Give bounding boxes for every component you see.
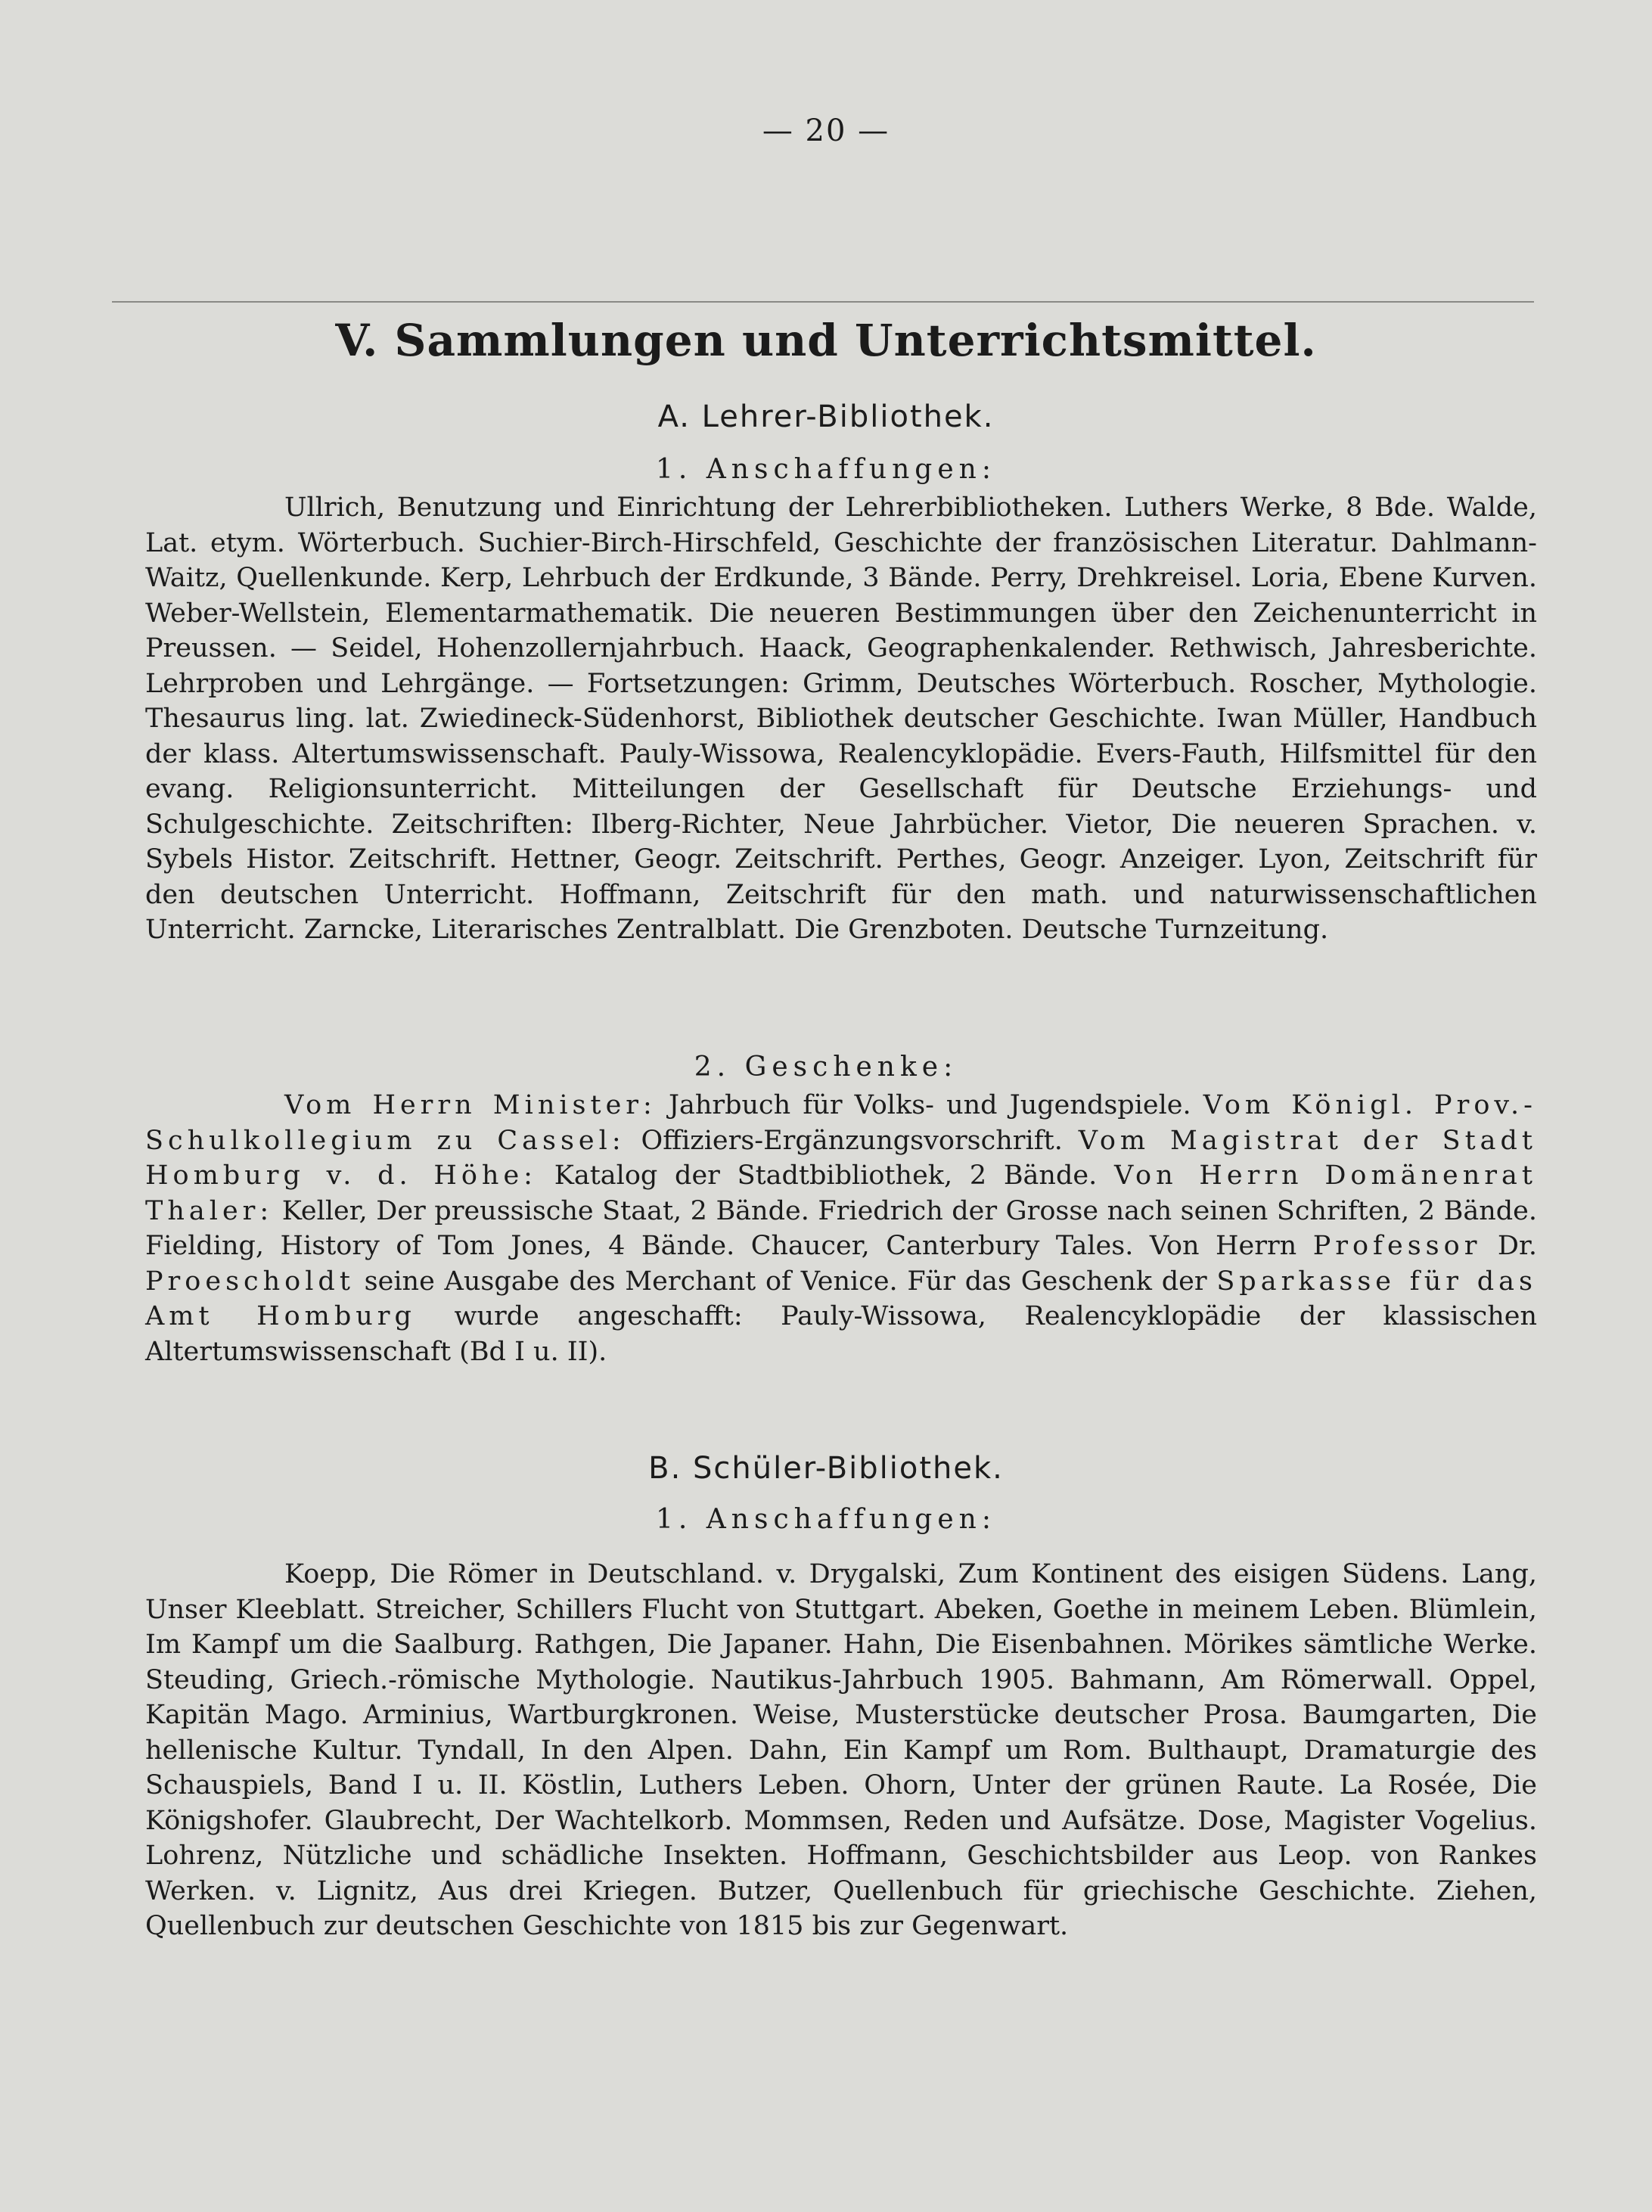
header-rule (112, 301, 1534, 303)
teacher-gifts-text (145, 1088, 1537, 1369)
student-acquisitions-text: Koepp, Die Römer in Deutschland. v. Drygalski, Zum Kontinent des eisigen Südens. Lang, Unser Kleeblatt. Streicher, Schillers Flucht von Stuttgart. Abeken, Goethe in meinem Leben. Blümlein, Im Kampf um die Saalburg. Rathgen, Die Japaner. Hahn, Die Eisenbahnen. Mörikes sämtliche Werke. Steuding, Griech.-römische Mythologie. Nautikus-Jahrbuch 1905. Bahmann, Am Römerwall. Oppel, Kapitän Mago. Arminius, Wartburgkronen. Weise, Musterstücke deutscher Prosa. Baumgarten, Die hellenische Kultur. Tyndall, In den Alpen. Dahn, Ein Kampf um Rom. Bulthaupt, Dramaturgie des Schauspiels, Band I u. II. Köstlin, Luthers Leben. Ohorn, Unter der grünen Raute. La Rosée, Die Königshofer. Glaubrecht, Der Wachtelkorb. Mommsen, Reden und Aufsätze. Dose, Magister Vogelius. Lohrenz, Nützliche und schädliche Insekten. Hoffmann, Geschichtsbilder aus Leop. von Rankes Werken. v. Lignitz, Aus drei Kriegen. Butzer, Quellenbuch für griechische Geschichte. Ziehen, Quellenbuch zur deutschen Geschichte von 1815 bis zur Gegenwart. (145, 1559, 1537, 1941)
gift-text: Dr. (1481, 1231, 1538, 1261)
gift-text: Jahrbuch für Volks- und Jugendspiele. (656, 1090, 1203, 1120)
teacher-gifts-heading: 2. Geschenke: (694, 1052, 958, 1083)
gift-text: Keller, Der preussische Staat, 2 Bände. Friedrich der Grosse nach seinen Schriften, 2 Bände. Fielding, History of Tom Jones, 4 Bände. Chaucer, Canterbury Tales. Von Herrn (145, 1195, 1537, 1261)
teacher-library-title: A. Lehrer-Bibliothek. (657, 399, 995, 434)
student-acquisitions-heading: 1. Anschaffungen: (656, 1504, 996, 1535)
teacher-acquisitions-text: Ullrich, Benutzung und Einrichtung der Lehrerbibliotheken. Luthers Werke, 8 Bde. Walde, Lat. etym. Wörterbuch. Suchier-Birch-Hirschfeld, Geschichte der französischen Literatur. Dahlmann-Waitz, Quellenkunde. Kerp, Lehrbuch der Erdkunde, 3 Bände. Perry, Drehkreisel. Loria, Ebene Kurven. Weber-Wellstein, Elementarmathematik. Die neueren Bestimmungen über den Zeichenunterricht in Preussen. — Seidel, Hohenzollernjahrbuch. Haack, Geographenkalender. Rethwisch, Jahresberichte. Lehrproben und Lehrgänge. — Fortsetzungen: Grimm, Deutsches Wörterbuch. Roscher, Mythologie. Thesaurus ling. lat. Zwiedineck-Südenhorst, Bibliothek deutscher Geschichte. Iwan Müller, Handbuch der klass. Altertumswissenschaft. Pauly-Wissowa, Realencyklopädie. Evers-Fauth, Hilfsmittel für den evang. Religionsunterricht. Mitteilungen der Gesellschaft für Deutsche Erziehungs- und Schulgeschichte. Zeitschriften: Ilberg-Richter, Neue Jahrbücher. Vietor, Die neueren Sprachen. v. Sybels Histor. Zeitschrift. Hettner, Geogr. Zeitschrift. Perthes, Geogr. Anzeiger. Lyon, Zeitschrift für den deutschen Unterricht. Hoffmann, Zeitschrift für den math. und naturwissenschaftlichen Unterricht. Zarncke, Literarisches Zentralblatt. Die Grenzboten. Deutsche Turnzeitung. (145, 492, 1537, 945)
donor-schulkollegium: Vom Königl. Prov.-Schulkollegium zu Cassel: (145, 1090, 1537, 1156)
gift-text: seine Ausgabe des Merchant of Venice. Für das Geschenk der (354, 1266, 1217, 1297)
section-title: V. Sammlungen und Unterrichtsmittel. (335, 315, 1317, 366)
donor-sparkasse: Sparkasse für das Amt Homburg (145, 1266, 1537, 1331)
gift-text: Offiziers-Ergänzungsvorschrift. (625, 1125, 1079, 1156)
donor-domaenenrat: Von Herrn Domänenrat Thaler: (145, 1160, 1537, 1226)
donor-magistrat: Vom Magistrat der Stadt Homburg v. d. Höhe: (145, 1125, 1537, 1191)
donor-proescholdt: Proescholdt (145, 1266, 355, 1297)
teacher-acquisitions-heading: 1. Anschaffungen: (656, 454, 996, 485)
donor-minister: Vom Herrn Minister: (284, 1090, 657, 1120)
gift-text: wurde angeschafft: Pauly-Wissowa, Realencyklopädie der klassischen Altertumswissenschaft (Bd I u. II). (145, 1301, 1537, 1367)
donor-professor: Professor (1312, 1231, 1482, 1261)
gift-text: Katalog der Stadtbibliothek, 2 Bände. (536, 1160, 1114, 1191)
page-number: — 20 — (762, 113, 890, 148)
student-library-title: B. Schüler-Bibliothek. (648, 1451, 1004, 1486)
